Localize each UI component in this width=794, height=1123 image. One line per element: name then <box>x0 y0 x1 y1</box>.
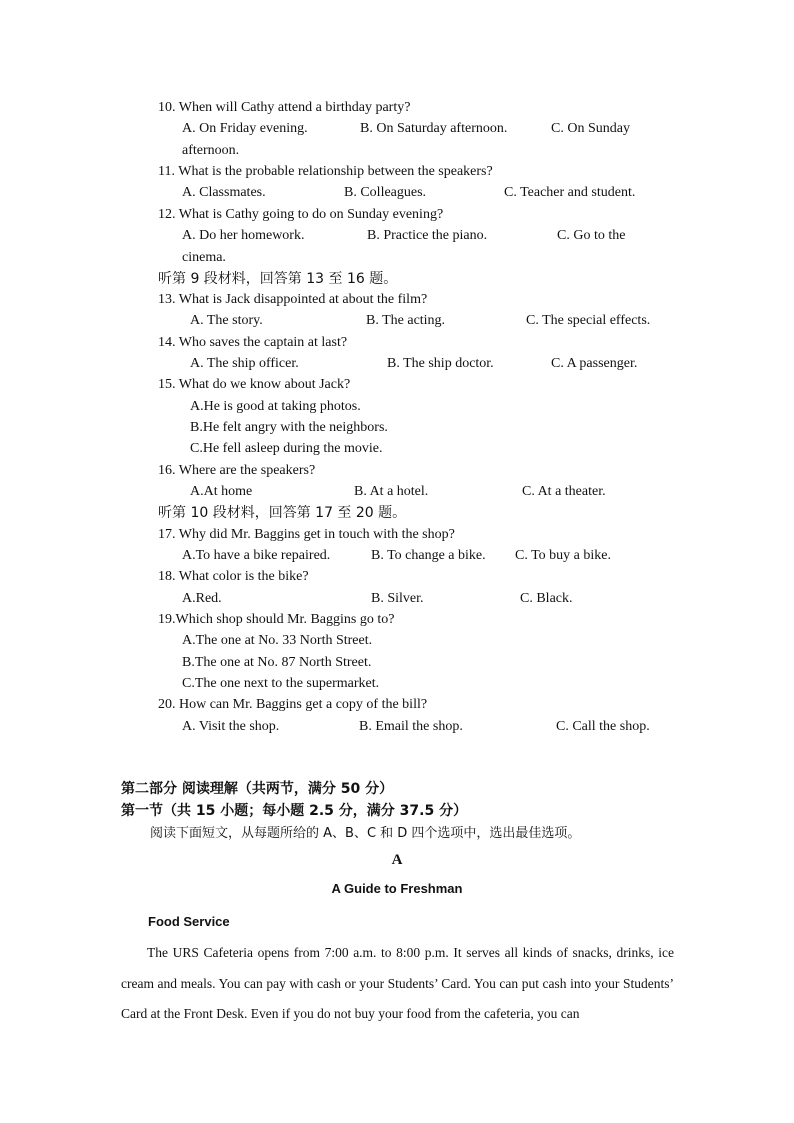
option-a: A.He is good at taking photos. <box>190 399 361 414</box>
passage-letter: A <box>391 852 403 868</box>
option-c: C. A passenger. <box>551 356 638 371</box>
option-c: C. Black. <box>520 591 573 606</box>
passage-paragraph: The URS Cafeteria opens from 7:00 a.m. to 8:00 p.m. It serves all kinds of snacks, drinks, ice cream and meals. You can pay with cash or your Students’ Card. You can put cash into your Students’ Card at the Front Desk. Even if you do not buy your food from the cafeteria, you can <box>121 945 674 1021</box>
option-c: C. Call the shop. <box>556 719 650 734</box>
option-a: A. Do her homework. <box>182 228 305 243</box>
option-b: B. Email the shop. <box>359 719 463 734</box>
option-b: B. At a hotel. <box>354 484 429 499</box>
option-row-14 <box>190 355 637 373</box>
passage-title: A Guide to Freshman <box>331 881 463 896</box>
option-b: B.The one at No. 87 North Street. <box>182 655 372 670</box>
option-b: B. To change a bike. <box>371 548 486 563</box>
option-c: C. The special effects. <box>526 313 651 328</box>
question-10: 10. When will Cathy attend a birthday party? <box>158 100 411 115</box>
option-row-17 <box>182 547 611 565</box>
option-row-20 <box>182 718 650 736</box>
option-b: B. Practice the piano. <box>367 228 488 243</box>
option-c: C. Go to the <box>557 228 626 243</box>
question-17: 17. Why did Mr. Baggins get in touch with the shop? <box>158 527 455 542</box>
option-row-18 <box>182 590 573 608</box>
option-b: B. Colleagues. <box>344 185 427 200</box>
part-title: 第二部分 阅读理解（共两节，满分 50 分） <box>121 781 394 797</box>
option-a: A.Red. <box>182 591 222 606</box>
question-12: 12. What is Cathy going to do on Sunday evening? <box>158 207 444 222</box>
question-11: 11. What is the probable relationship between the speakers? <box>158 164 493 179</box>
option-c: C.He fell asleep during the movie. <box>190 441 383 456</box>
option-b: B. The acting. <box>366 313 446 328</box>
section-title: 第一节（共 15 小题；每小题 2.5 分，满分 37.5 分） <box>121 803 468 819</box>
option-row-13 <box>190 312 650 330</box>
option-a: A. On Friday evening. <box>182 121 308 136</box>
instructions: 阅读下面短文，从每题所给的 A、B、C 和 D 四个选项中，选出最佳选项。 <box>150 826 581 841</box>
option-c: C.The one next to the supermarket. <box>182 676 380 691</box>
option-row-11 <box>182 184 635 202</box>
question-20: 20. How can Mr. Baggins get a copy of the bill? <box>158 697 428 712</box>
option-c: C. Teacher and student. <box>504 185 636 200</box>
question-18: 18. What color is the bike? <box>158 569 309 584</box>
question-13: 13. What is Jack disappointed at about the film? <box>158 292 428 307</box>
option-b: B. The ship doctor. <box>387 356 494 371</box>
option-wrap: cinema. <box>182 250 226 265</box>
section-heading: 听第 10 段材料，回答第 17 至 20 题。 <box>158 505 407 521</box>
option-wrap: afternoon. <box>182 143 240 158</box>
option-row-10 <box>182 120 630 138</box>
option-b: B. On Saturday afternoon. <box>360 121 508 136</box>
question-19: 19.Which shop should Mr. Baggins go to? <box>158 612 395 627</box>
option-c: C. At a theater. <box>522 484 606 499</box>
option-a: A. The ship officer. <box>190 356 299 371</box>
question-16: 16. Where are the speakers? <box>158 463 316 478</box>
option-b: B.He felt angry with the neighbors. <box>190 420 388 435</box>
option-a: A. The story. <box>190 313 263 328</box>
question-15: 15. What do we know about Jack? <box>158 377 351 392</box>
option-a: A.The one at No. 33 North Street. <box>182 633 373 648</box>
option-row-12 <box>182 227 625 245</box>
option-c: C. On Sunday <box>551 121 630 136</box>
option-b: B. Silver. <box>371 591 424 606</box>
option-a: A.At home <box>190 484 253 499</box>
subheading: Food Service <box>148 914 230 929</box>
option-a: A. Classmates. <box>182 185 266 200</box>
question-14: 14. Who saves the captain at last? <box>158 335 348 350</box>
option-c: C. To buy a bike. <box>515 548 611 563</box>
option-a: A. Visit the shop. <box>182 719 280 734</box>
option-row-16 <box>190 483 606 501</box>
option-a: A.To have a bike repaired. <box>182 548 331 563</box>
section-heading: 听第 9 段材料，回答第 13 至 16 题。 <box>158 271 398 287</box>
